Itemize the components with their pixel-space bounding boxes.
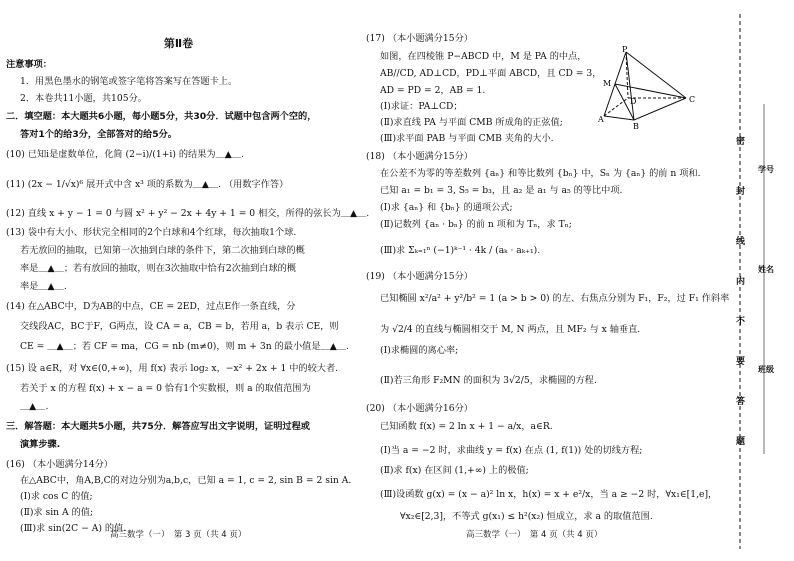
page-footer-right: 高三数学（一） 第 4 页（共 4 页） xyxy=(466,530,603,540)
binding-label: 要 xyxy=(736,357,746,367)
question-19-part: (Ⅱ)若三角形 F₂MN 的面积为 3√2/5，求椭圆的方程. xyxy=(380,375,597,386)
question-17-part: (Ⅲ)求平面 PAB 与平面 CMB 夹角的大小. xyxy=(380,133,554,144)
question-20-part: (Ⅰ)当 a = −2 时，求曲线 y = f(x) 在点 (1, f(1)) 处的切线方程; xyxy=(380,445,643,456)
section-heading: 三．解答题：本大题共5小题，共75分．解答应写出文字说明，证明过程或 xyxy=(6,421,310,432)
question-12: (12) 直线 x + y − 1 = 0 与圆 x² + y² − 2x + 4y + 1 = 0 相交，所得的弦长为＿▲＿. xyxy=(6,208,370,219)
question-18-line: 已知 a₁ = b₁ = 3, S₅ = b₃，且 a₂ 是 a₁ 与 a₅ 的等比中项. xyxy=(380,185,623,196)
question-18-head: (18) （本小题满分15分） xyxy=(366,151,473,162)
figure-label: C xyxy=(689,95,696,104)
question-17-line: 如图，在四棱锥 P−ABCD 中，M 是 PA 的中点， xyxy=(380,51,587,62)
name-field: 姓名 xyxy=(758,265,774,274)
question-13-line: 若无放回的抽取，已知第一次抽到白球的条件下，第二次抽到白球的概 xyxy=(20,245,305,256)
question-10: (10) 已知i是虚数单位，化简 (2−i)/(1+i) 的结果为＿▲＿. xyxy=(6,149,244,160)
question-20-line: 已知函数 f(x) = 2 ln x + 1 − a/x，a∈R. xyxy=(380,421,553,432)
question-15: (15) 设 a∈R，对 ∀x∈(0,+∞)，用 f(x) 表示 log₂ x，−x² + 2x + 1 中的较大者. xyxy=(6,363,339,374)
binding-line xyxy=(718,14,780,549)
page-footer-left: 高三数学（一） 第 3 页（共 4 页） xyxy=(110,530,247,540)
question-16-part: (Ⅱ)求 sin A 的值; xyxy=(20,507,94,518)
pyramid-figure xyxy=(598,46,702,130)
binding-label: 不 xyxy=(736,317,746,327)
notice-header: 注意事项： xyxy=(6,59,52,70)
question-16-part: (Ⅲ)求 sin(2C − A) 的值. xyxy=(20,523,127,534)
question-17-line: AB//CD, AD⊥CD，PD⊥平面 ABCD，且 CD = 3， xyxy=(380,68,602,79)
question-20-part: (Ⅱ)求 f(x) 在区间 (1,+∞) 上的极值; xyxy=(380,465,529,476)
question-16-part: (Ⅰ)求 cos C 的值; xyxy=(20,491,93,502)
question-14-line: CE = ＿▲＿；若 CF = ma，CG = nb (m≠0)，则 m + 3n 的最小值是＿▲＿. xyxy=(20,341,349,352)
binding-label: 内 xyxy=(736,277,746,287)
class-field: 班级 xyxy=(758,365,774,374)
question-20-part: (Ⅲ)设函数 g(x) = (x − a)² ln x，h(x) = x + e²/x，当 a ≥ −2 时，∀x₁∈[1,e]， xyxy=(380,489,718,500)
question-13-line: 率是＿▲＿. xyxy=(20,281,67,292)
question-20-part: ∀x₂∈[2,3]，不等式 g(x₁) ≤ h²(x₂) 恒成立，求 a 的取值范围. xyxy=(400,511,653,522)
question-17-part: (Ⅱ)求直线 PA 与平面 CMB 所成角的正弦值; xyxy=(380,117,563,128)
student-number-field: 学号 xyxy=(758,165,774,174)
question-14-line: 交线段AC，BC于F，G两点，设 CA = a，CB = b，若用 a，b 表示 CE，则 xyxy=(20,321,339,332)
figure-label: A xyxy=(598,115,604,124)
figure-label: B xyxy=(633,122,639,130)
question-20-head: (20) （本小题满分16分） xyxy=(366,403,473,414)
question-13: (13) 袋中有大小、形状完全相同的2个白球和4个红球，每次抽取1个球. xyxy=(6,227,297,238)
question-18-part: (Ⅰ)求 {aₙ} 和 {bₙ} 的通项公式; xyxy=(380,202,513,213)
question-13-line: 率是＿▲＿；若有放回的抽取，则在3次抽取中恰有2次抽到白球的概 xyxy=(20,263,297,274)
question-17-part: (Ⅰ)求证：PA⊥CD； xyxy=(380,101,463,112)
question-16-stem: 在△ABC中，角A,B,C的对边分别为a,b,c，已知 a = 1, c = 2, sin B = 2 sin A. xyxy=(20,475,352,486)
binding-label: 答 xyxy=(736,397,746,407)
question-18-part: (Ⅲ)求 Σₖ₌₁ⁿ (−1)ᵏ⁻¹ · 4k / (aₖ · aₖ₊₁). xyxy=(380,245,541,256)
figure-label: P xyxy=(622,46,628,54)
question-19-head: (19) （本小题满分15分） xyxy=(366,271,473,282)
question-15-line: 若关于 x 的方程 f(x) + x − a = 0 恰有1个实数根，则 a 的取值范围为 xyxy=(20,383,311,394)
question-11: (11) (2x − 1/√x)⁶ 展开式中含 x³ 项的系数为＿▲＿. （用数字作答） xyxy=(6,179,289,190)
binding-label: 题 xyxy=(736,437,746,447)
binding-strip xyxy=(718,14,780,549)
question-19-line: 为 √2/4 的直线与椭圆相交于 M, N 两点，且 MF₂ 与 x 轴垂直. xyxy=(380,324,641,335)
section-heading: 二．填空题：本大题共6小题，每小题5分，共30分．试题中包含两个空的， xyxy=(6,111,317,122)
section-heading-cont: 答对1个的给3分，全部答对的给5分。 xyxy=(20,129,177,140)
section-heading-cont: 演算步骤. xyxy=(20,439,61,450)
question-14: (14) 在△ABC中，D为AB的中点，CE = 2ED，过点E作一条直线，分 xyxy=(6,301,296,312)
question-18-line: 在公差不为零的等差数列 {aₙ} 和等比数列 {bₙ} 中，Sₙ 为 {aₙ} 的前 n 项和. xyxy=(380,168,701,179)
question-17-line: AD = PD = 2，AB = 1. xyxy=(380,85,486,96)
notice-item: 2．本卷共11小题，共105分。 xyxy=(20,93,147,104)
binding-label: 线 xyxy=(736,237,746,247)
question-18-part: (Ⅱ)记数列 {aₙ · bₙ} 的前 n 项和为 Tₙ，求 Tₙ; xyxy=(380,219,572,230)
binding-label: 密 xyxy=(736,137,746,147)
figure-label: D xyxy=(630,97,637,106)
question-17-head: (17) （本小题满分15分） xyxy=(366,33,473,44)
question-15-line: ＿▲＿. xyxy=(20,401,49,412)
question-19-line: 已知椭圆 x²/a² + y²/b² = 1 (a > b > 0) 的左、右焦点分别为 F₁，F₂，过 F₁ 作斜率 xyxy=(380,293,730,304)
notice-item: 1．用黑色墨水的钢笔或签字笔将答案写在答题卡上。 xyxy=(20,76,238,87)
figure-label: M xyxy=(603,79,612,88)
section-title: 第Ⅱ卷 xyxy=(163,37,194,50)
question-19-part: (Ⅰ)求椭圆的离心率; xyxy=(380,345,459,356)
question-16-head: (16) （本小题满分14分） xyxy=(6,459,113,470)
binding-label: 封 xyxy=(736,187,746,197)
